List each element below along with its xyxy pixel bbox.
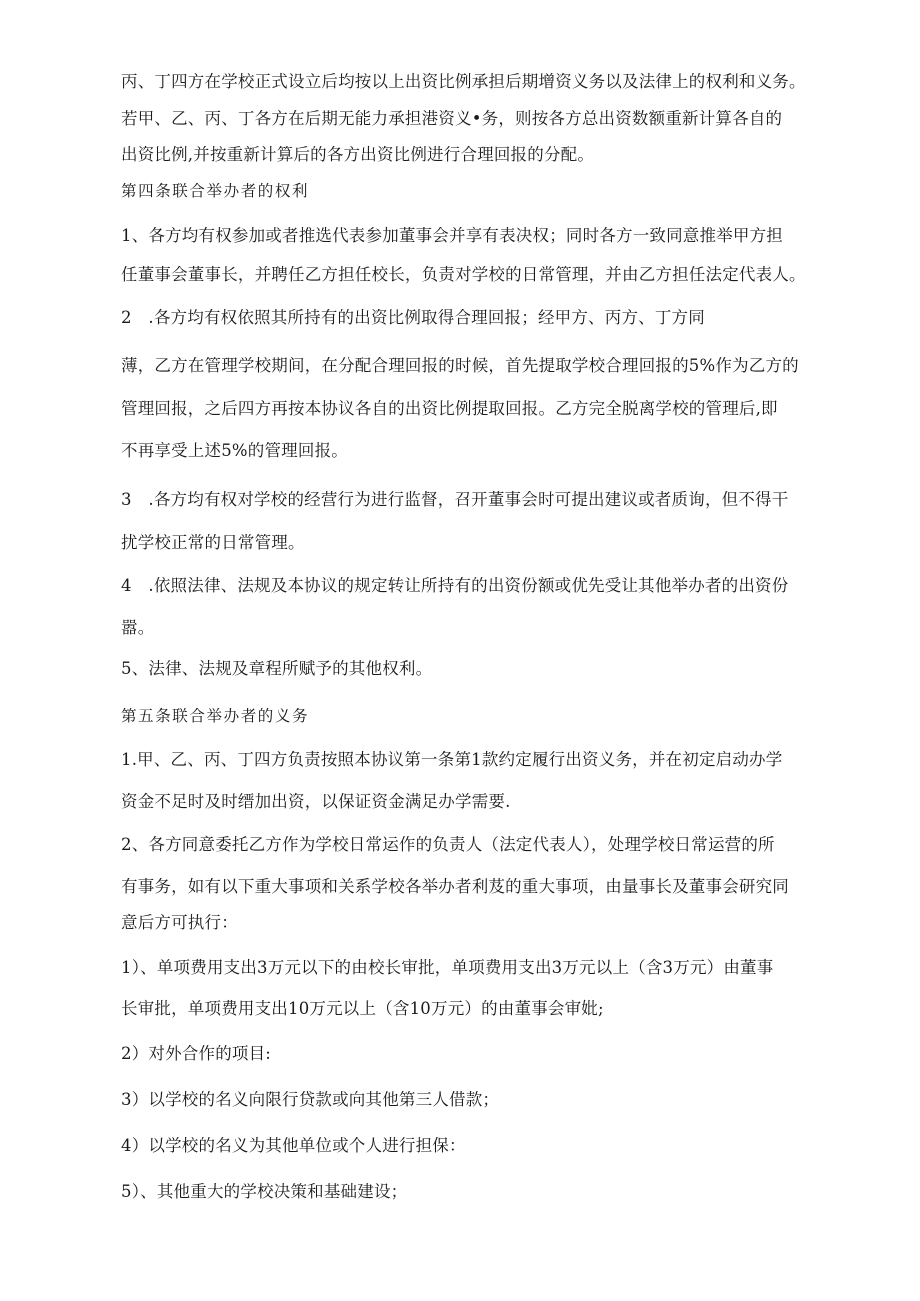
- text-line: 薄，乙方在管理学校期间，在分配合理回报的时候，首先提取学校合理回报的5%作为乙方的: [121, 356, 799, 375]
- text-line: 2）对外合作的项目:: [121, 1044, 272, 1063]
- text-line: 1.甲、乙、丙、丁四方负责按照本协议第一条第1款约定履行出资义务，并在初定启动办学: [121, 750, 783, 769]
- text-line: 3 .各方均有权对学校的经营行为进行监督，召开董事会时可提出建议或者质询，但不得干: [121, 490, 789, 509]
- text-line: 资金不足时及时缙加出资，以保证资金满足办学需要.: [121, 792, 511, 811]
- text-line: 2、各方同意委托乙方作为学校日常运作的负责人（法定代表人），处理学校日常运营的所: [121, 835, 775, 854]
- section-heading-article-4: 第四条联合举办者的权利: [121, 182, 310, 200]
- text-line: 出资比例,并按重新计算后的各方出资比例进行合理回报的分配。: [121, 145, 595, 164]
- text-line: 有事务，如有以下重大事项和关系学校各举办者利芨的重大事项，由量事长及董事会研究同: [121, 877, 789, 896]
- text-line: 嚣。: [121, 618, 155, 637]
- text-line: 任董事会董事长，并聘任乙方担任校长，负责对学校的日常管理，并由乙方担任法定代表人。: [121, 265, 806, 284]
- text-line: 3）以学校的名义向限行贷款或向其他第三人借款；: [121, 1090, 500, 1109]
- text-line: 长审批，单项费用支出10万元以上（含10万元）的由董事会审妣;: [121, 999, 604, 1018]
- text-line: 1）、单项费用支出3万元以下的由校长审批，单项费用支出3万元以上（含3万元）由董事: [121, 958, 774, 977]
- text-line: 若甲、乙、丙、丁各方在后期无能力承担港资义•务，则按各方总出资数额重新计算各自的: [121, 109, 783, 128]
- text-line: 1、各方均有权参加或者推选代表参加董事会并享有表决权；同时各方一致同意推举甲方担: [121, 226, 783, 245]
- text-line: 扰学校正常的日常管理。: [121, 533, 305, 552]
- text-line: 丙、丁四方在学校正式设立后均按以上出资比例承担后期增资义务以及法律上的权利和义务。: [121, 72, 806, 91]
- text-line: 2 .各方均有权依照其所持有的出资比例取得合理回报；经甲方、丙方、丁方同: [121, 308, 705, 327]
- text-line: 不再享受上述5%的管理回报。: [121, 441, 348, 460]
- text-line: 5）、其他重大的学校决策和基础建设；: [121, 1182, 408, 1201]
- text-line: 意后方可执行：: [121, 913, 238, 932]
- text-line: 5、法律、法规及章程所赋予的其他权利。: [121, 659, 433, 678]
- text-line: 4 .依照法律、法规及本协议的规定转让所持有的出资份额或优先受让其他举办者的出资份: [121, 576, 789, 595]
- text-line: 4）以学校的名义为其他单位或个人进行担保：: [121, 1136, 466, 1155]
- text-line: 管理回报，之后四方再按本协议各自的出资比例提取回报。乙方完全脱离学校的管理后,即: [121, 399, 778, 418]
- section-heading-article-5: 第五条联合举办者的义务: [121, 707, 310, 725]
